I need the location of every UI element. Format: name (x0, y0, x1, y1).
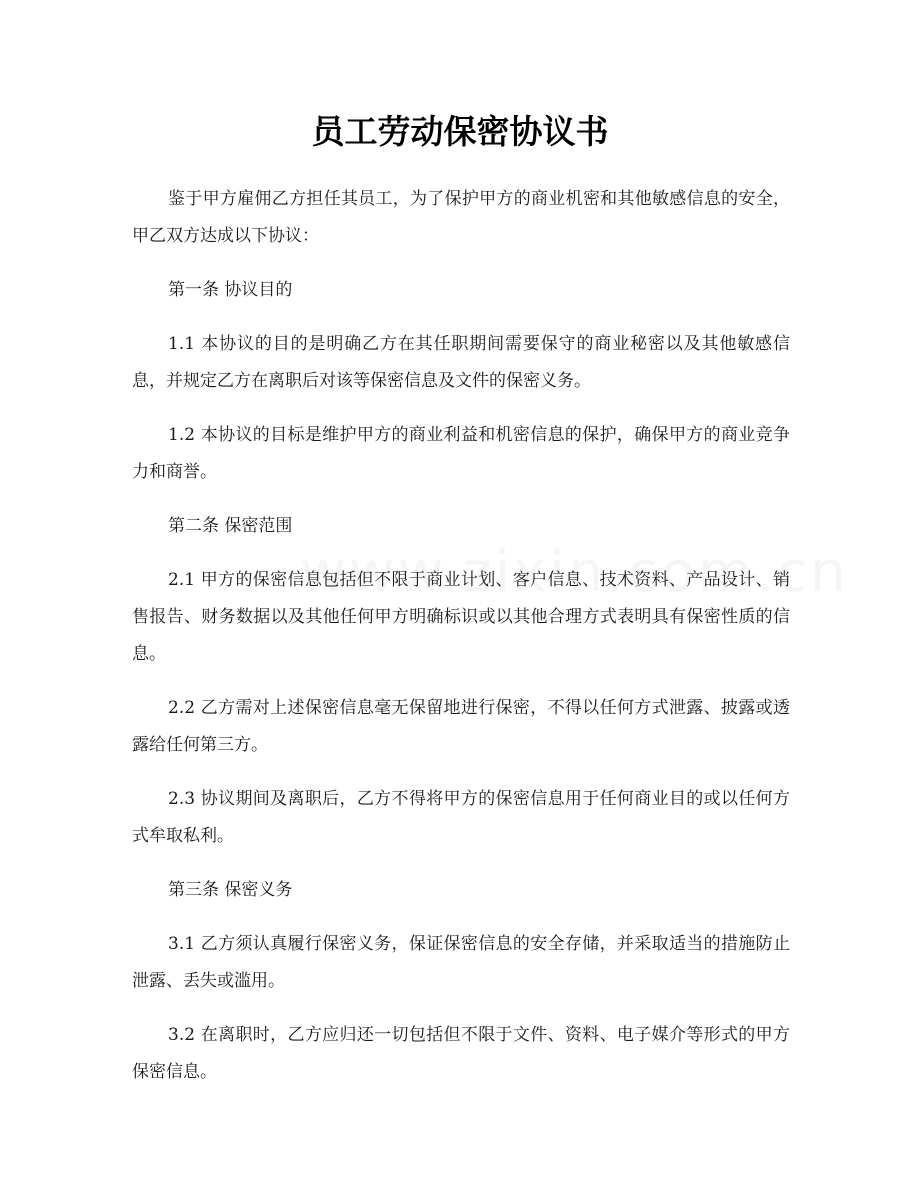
clause-paragraph: 3.2 在离职时，乙方应归还一切包括但不限于文件、资料、电子媒介等形式的甲方保密信息。 (132, 1025, 790, 1082)
article-heading: 第一条 协议目的 (168, 280, 293, 300)
clause-paragraph: 1.1 本协议的目的是明确乙方在其任职期间需要保守的商业秘密以及其他敏感信息，并规定乙方在离职后对该等保密信息及文件的保密义务。 (132, 334, 790, 391)
clause-paragraph: 3.1 乙方须认真履行保密义务，保证保密信息的安全存储，并采取适当的措施防止泄露、丢失或滥用。 (132, 934, 790, 991)
clause-paragraph: 2.3 协议期间及离职后，乙方不得将甲方的保密信息用于任何商业目的或以任何方式牟取私利。 (132, 789, 790, 846)
article-heading: 第三条 保密义务 (168, 880, 293, 900)
document-body (132, 181, 790, 1108)
clause-paragraph: 1.2 本协议的目标是维护甲方的商业利益和机密信息的保护，确保甲方的商业竞争力和商誉。 (132, 425, 790, 482)
document-title: 员工劳动保密协议书 (311, 112, 609, 151)
clause-paragraph: 2.1 甲方的保密信息包括但不限于商业计划、客户信息、技术资料、产品设计、销售报告、财务数据以及其他任何甲方明确标识或以其他合理方式表明具有保密性质的信息。 (132, 570, 790, 664)
article-heading: 第二条 保密范围 (168, 516, 293, 536)
preamble-paragraph: 鉴于甲方雇佣乙方担任其员工，为了保护甲方的商业机密和其他敏感信息的安全，甲乙双方达成以下协议： (132, 189, 790, 246)
clause-paragraph: 2.2 乙方需对上述保密信息毫无保留地进行保密，不得以任何方式泄露、披露或透露给任何第三方。 (132, 698, 790, 755)
